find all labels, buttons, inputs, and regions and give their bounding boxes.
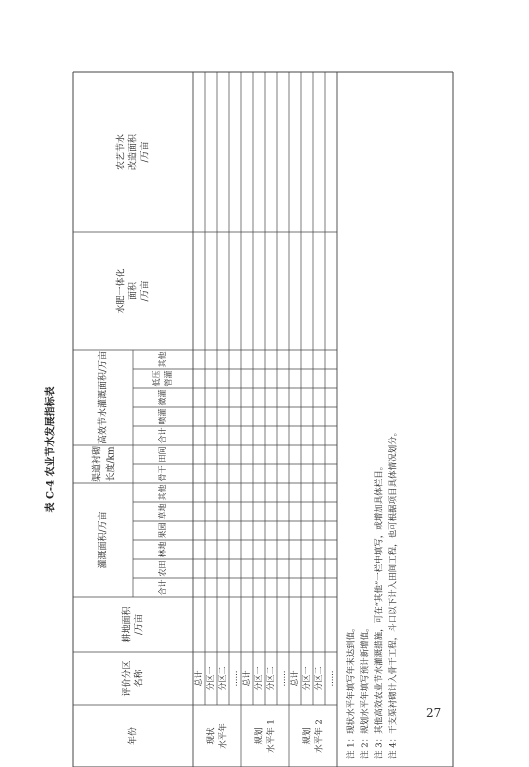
year-group-0-line2: 水平年 [218, 723, 229, 749]
header-cultivated-line2: /万亩 [134, 613, 145, 636]
year-group-1-line2: 水平年 1 [266, 719, 277, 753]
header-zone-line1: 评价分区 [122, 660, 133, 697]
note-3: 注 3：其他高效农业节水灌溉措施，可在“其他”一栏中填写，或增加具体栏目。 [374, 461, 385, 759]
year-group-2-line2: 水平年 2 [314, 719, 325, 753]
zone-row-2-0: 总计 [290, 670, 299, 687]
zone-row-2-2: 分区二 [314, 666, 323, 691]
zone-row-1-3: …… [278, 670, 287, 687]
header-irrigation-0: 合计 [158, 579, 167, 596]
zone-row-1-1: 分区一 [254, 666, 263, 691]
zone-row-0-0: 总计 [194, 670, 203, 687]
header-fertigation-line2: 面积 [128, 281, 139, 301]
table-rotated-group [44, 72, 454, 767]
page-number: 27 [426, 706, 442, 720]
header-efficient-group: 高效节水灌溉面积/万亩 [98, 350, 109, 445]
header-agro-line1: 农艺节水 [116, 133, 127, 171]
header-zone-line2: 名称 [134, 669, 145, 688]
note-1: 注 1：现状水平年填写年末达到值。 [346, 623, 357, 759]
header-agro-line2: 改造面积 [128, 133, 139, 171]
header-irrigation-4: 草地 [158, 503, 167, 520]
zone-row-0-2: 分区二 [218, 666, 227, 691]
header-canal-0: 骨干 [158, 465, 167, 482]
note-4: 注 4：干支渠衬砌计入骨干工程，斗口以下计入田间工程，也可根据项目具体情况划分。 [388, 427, 399, 759]
header-cultivated-line1: 耕地面积 [122, 606, 133, 643]
header-irrigation-3: 果园 [158, 522, 167, 539]
header-irrigation-1: 农田 [158, 560, 167, 577]
header-efficient-4: 其他 [158, 351, 167, 368]
note-2: 注 2：规划水平年填写预计新增值。 [360, 623, 371, 759]
header-irrigation-2: 林地 [158, 541, 167, 558]
header-efficient-3-b: 管灌 [164, 370, 173, 387]
header-agro-line3: /万亩 [140, 141, 151, 163]
year-group-0-line1: 现状 [206, 727, 217, 745]
header-canal-line1: 渠道衬砌 [92, 445, 103, 483]
header-canal-1: 田间 [158, 446, 167, 463]
header-year: 年份 [128, 726, 139, 746]
header-efficient-0: 合计 [158, 427, 167, 444]
header-canal-line2: 长度/km [106, 446, 117, 482]
zone-row-0-1: 分区一 [206, 666, 215, 691]
header-efficient-2: 微灌 [158, 389, 167, 406]
header-fertigation-line3: /万亩 [140, 280, 151, 302]
zone-row-0-3: …… [230, 670, 239, 687]
zone-row-2-3: …… [326, 670, 335, 687]
table-title: 表 C-4 农业节水发展指标表 [45, 386, 57, 513]
header-fertigation-line1: 水肥一体化 [116, 268, 127, 314]
zone-row-2-1: 分区一 [302, 666, 311, 691]
header-efficient-3-a: 低压 [152, 370, 161, 387]
zone-row-1-2: 分区二 [266, 666, 275, 691]
year-group-2-line1: 规划 [302, 727, 313, 745]
year-group-1-line1: 规划 [254, 727, 265, 745]
header-irrigation-group: 灌溉面积/万亩 [98, 511, 109, 569]
header-irrigation-5: 其他 [158, 484, 167, 501]
zone-row-1-0: 总计 [242, 670, 251, 687]
header-efficient-1: 喷灌 [158, 408, 167, 425]
